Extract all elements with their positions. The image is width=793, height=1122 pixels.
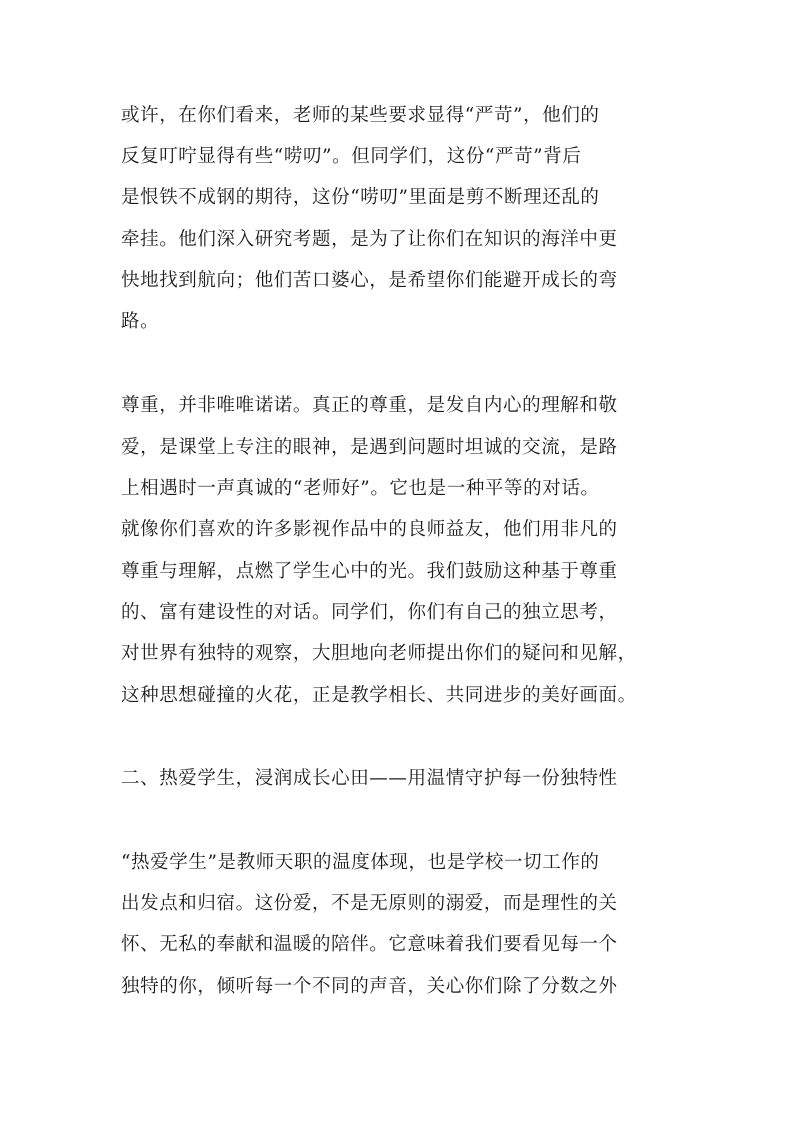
text-line: 尊重与理解，点燃了学生心中的光。我们鼓励这种基于尊重 — [121, 561, 618, 582]
text-line: 或许，在你们看来，老师的某些要求显得“严苛”，他们的 — [121, 105, 600, 126]
text-line: 快地找到航向；他们苦口婆心，是希望你们能避开成长的弯 — [121, 270, 618, 291]
text-line: 怀、无私的奉献和温暖的陪伴。它意味着我们要看见每一个 — [121, 934, 618, 955]
text-line: 上相遇时一声真诚的“老师好”。它也是一种平等的对话。 — [121, 478, 600, 499]
text-line: 是恨铁不成钢的期待，这份“唠叨”里面是剪不断理还乱的 — [121, 187, 600, 208]
text-line: 爱，是课堂上专注的眼神，是遇到问题时坦诚的交流，是路 — [121, 437, 618, 458]
text-line: 路。 — [121, 311, 160, 332]
text-line: 对世界有独特的观察，大胆地向老师提出你们的疑问和见解， — [121, 643, 637, 664]
text-line: 就像你们喜欢的许多影视作品中的良师益友，他们用非凡的 — [121, 519, 618, 540]
text-line: 尊重，并非唯唯诺诺。真正的尊重，是发自内心的理解和敬 — [121, 395, 618, 416]
text-line: “热爱学生”是教师天职的温度体现，也是学校一切工作的 — [121, 852, 600, 873]
text-line: 牵挂。他们深入研究考题，是为了让你们在知识的海洋中更 — [121, 229, 618, 250]
text-line: 这种思想碰撞的火花，正是教学相长、共同进步的美好画面。 — [121, 685, 637, 706]
text-line: 反复叮咛显得有些“唠叨”。但同学们，这份“严苛”背后 — [121, 146, 582, 167]
text-line: 出发点和归宿。这份爱，不是无原则的溺爱，而是理性的关 — [121, 893, 618, 914]
section-heading: 二、热爱学生，浸润成长心田——用温情守护每一份独特性 — [121, 768, 618, 789]
text-line: 独特的你，倾听每一个不同的声音，关心你们除了分数之外 — [121, 976, 618, 997]
text-line: 的、富有建设性的对话。同学们，你们有自己的独立思考， — [121, 602, 618, 623]
